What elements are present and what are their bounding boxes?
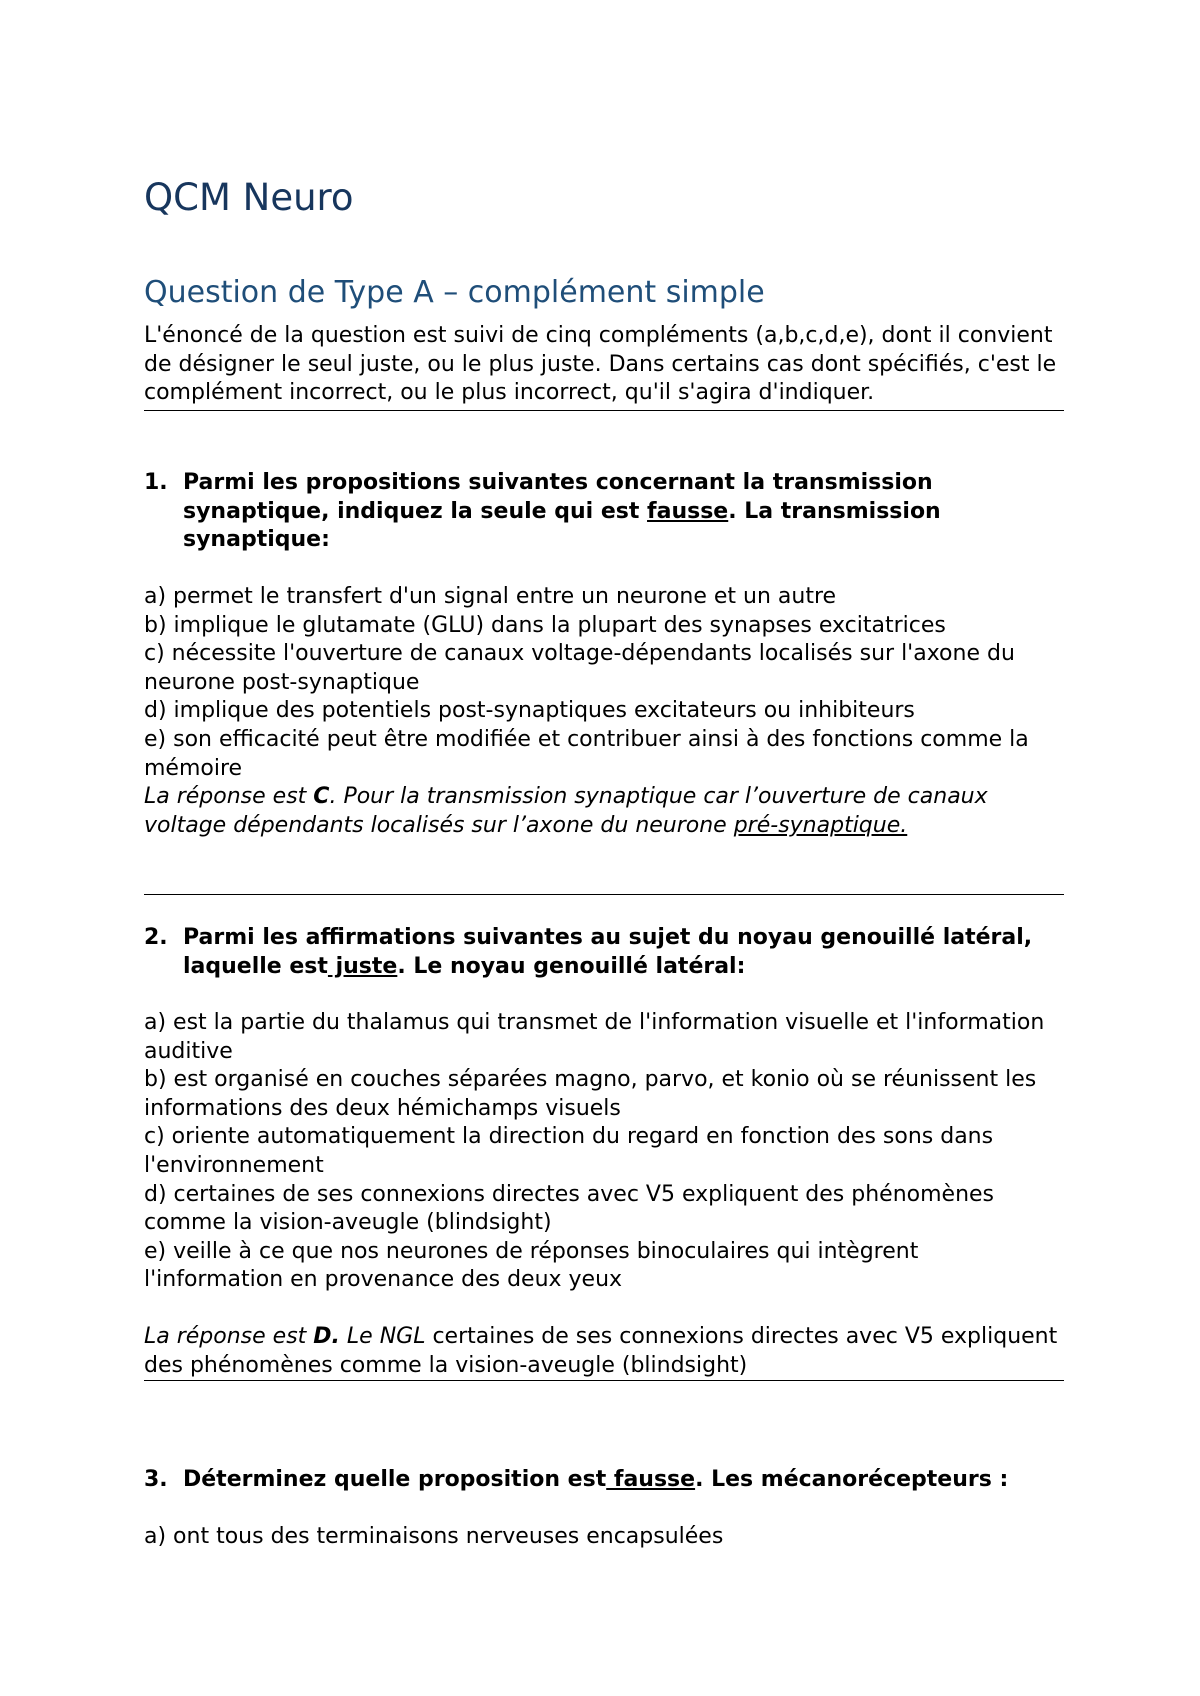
answer-underlined: pré-synaptique. <box>733 812 908 838</box>
question-2-number: 2. <box>144 925 168 950</box>
option-e: e) son efficacité peut être modifiée et contribuer ainsi à des fonctions comme la mémoire <box>144 726 1029 781</box>
option-d: d) certaines de ses connexions directes avec V5 expliquent des phénomènes comme la vision-aveugle (blindsight) <box>144 1181 995 1236</box>
option-a: a) ont tous des terminaisons nerveuses encapsulées <box>144 1524 724 1549</box>
question-2-keyword: juste <box>327 953 398 979</box>
answer-text: Le NGL <box>339 1324 426 1349</box>
question-2-options <box>144 1009 1064 1295</box>
question-2-stem-after: . Le noyau genouillé latéral: <box>397 953 746 979</box>
option-b: b) est organisé en couches séparées magno, parvo, et konio où se réunissent les informations des deux hémichamps visuels <box>144 1067 1037 1121</box>
question-2-stem-before: Parmi les affirmations suivantes au sujet du noyau genouillé latéral, laquelle est <box>183 925 1033 979</box>
document-title: QCM Neuro <box>144 176 354 219</box>
option-c: c) nécessite l'ouverture de canaux voltage-dépendants localisés sur l'axone du neurone post-synaptique <box>144 641 1015 695</box>
question-3-number: 3. <box>144 1467 168 1492</box>
question-1-options <box>144 583 1064 783</box>
divider-rule <box>144 894 1064 895</box>
option-e: e) veille à ce que nos neurones de réponses binoculaires qui intègrent l'information en provenance des deux yeux <box>144 1238 919 1293</box>
option-b: b) implique le glutamate (GLU) dans la plupart des synapses excitatrices <box>144 612 946 638</box>
answer-prefix: La réponse est <box>144 784 314 809</box>
question-2-answer <box>144 1323 1064 1381</box>
question-1-keyword: fausse <box>647 498 729 524</box>
question-1-answer <box>144 783 1064 840</box>
answer-text: . Pour la transmission synaptique car l’ouverture de canaux voltage dépendants localisés sur l’axone du neurone <box>144 784 988 838</box>
option-c: c) oriente automatiquement la direction du regard en fonction des sons dans l'environnement <box>144 1124 994 1178</box>
question-1-stem-after: . La transmission synaptique: <box>183 498 941 553</box>
answer-letter: C <box>313 784 330 809</box>
question-3-stem-after: . Les mécanorécepteurs : <box>695 1467 1009 1492</box>
answer-prefix: La réponse est <box>144 1324 314 1349</box>
question-3-stem-before: Déterminez quelle proposition est <box>183 1467 607 1492</box>
question-3-stem <box>144 1466 1064 1495</box>
answer-rest: certaines de ses connexions directes avec V5 expliquent des phénomènes comme la vision-aveugle (blindsight) <box>144 1324 1058 1378</box>
question-3-options <box>144 1523 1064 1552</box>
question-3-keyword: fausse <box>606 1467 696 1492</box>
option-a: a) permet le transfert d'un signal entre un neurone et un autre <box>144 584 837 609</box>
answer-letter: D. <box>313 1324 340 1349</box>
section-intro: L'énoncé de la question est suivi de cinq compléments (a,b,c,d,e), dont il convient de désigner le seul juste, ou le plus juste. Dans certains cas dont spécifiés, c'est le complément incorrect, ou le plus incorrect, qu'il s'agira d'indiquer. <box>144 322 1064 411</box>
question-2-stem <box>144 924 1064 981</box>
question-1-number: 1. <box>144 470 168 495</box>
option-d: d) implique des potentiels post-synaptiques excitateurs ou inhibiteurs <box>144 698 915 724</box>
question-1-stem-before: Parmi les propositions suivantes concernant la transmission synaptique, indiquez la seule qui est <box>183 470 933 524</box>
option-a: a) est la partie du thalamus qui transmet de l'information visuelle et l'information auditive <box>144 1010 1045 1064</box>
question-1-stem <box>144 469 1064 555</box>
section-heading: Question de Type A – complément simple <box>144 275 765 310</box>
